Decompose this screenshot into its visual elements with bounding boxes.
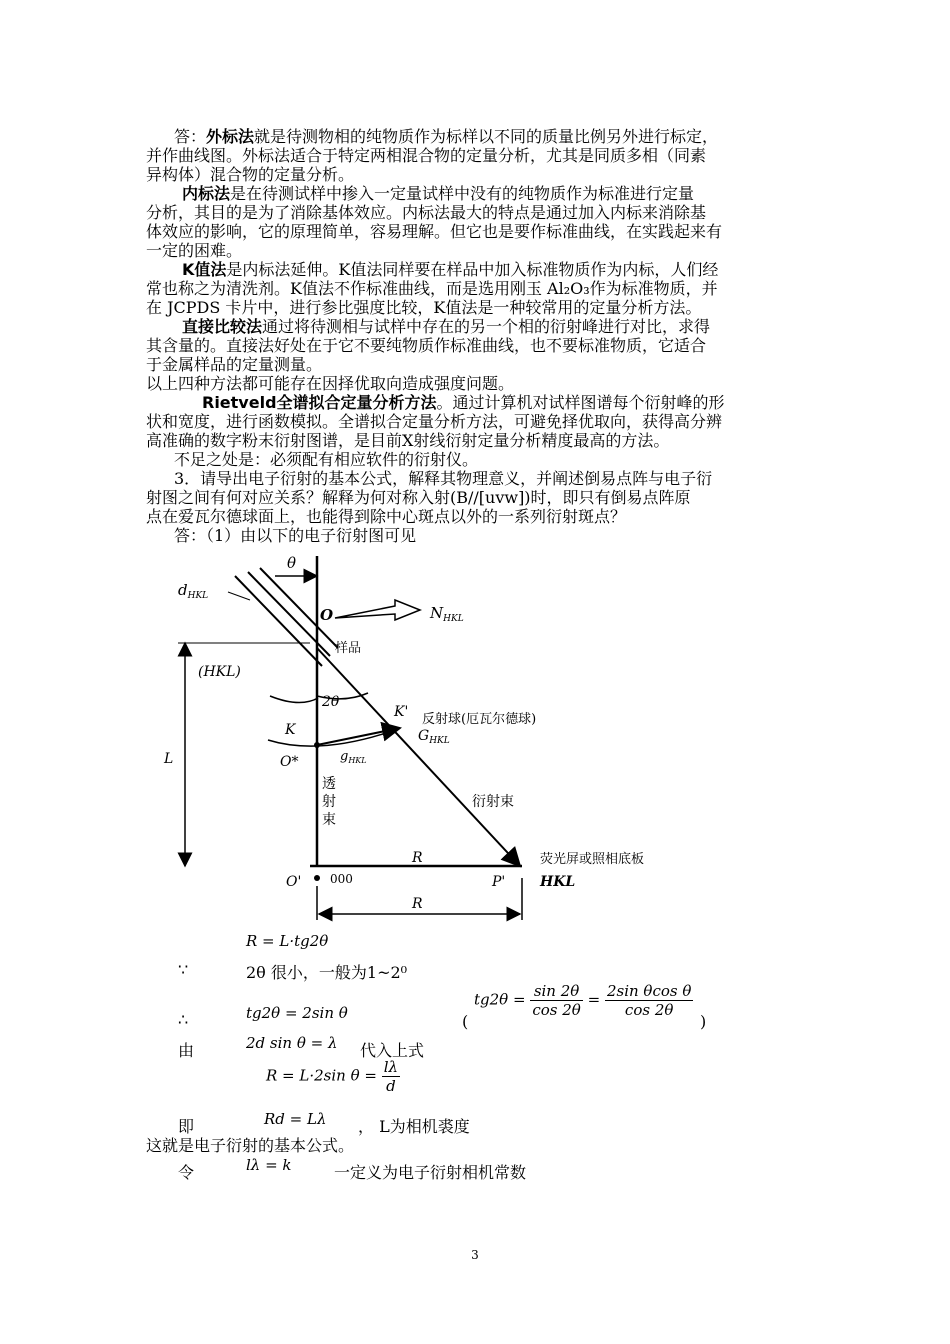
answer-intro: 答：（1）由以下的电子衍射图可见 <box>174 526 417 545</box>
ling-label: 令 <box>178 1163 195 1182</box>
page-number: 3 <box>471 1248 479 1262</box>
question-3-l2: 射图之间有何对应关系？解释为何对称入射(B//[uvw])时，即只有倒易点阵原 <box>146 488 691 507</box>
origin-O-label: O <box>320 606 334 624</box>
spot-000-label: 000 <box>330 872 353 886</box>
hkl-plane-label: (HKL) <box>198 664 241 680</box>
para-rietveld-l2: 状和宽度，进行函数模拟。全谱拟合定量分析方法，可避免择优取向，获得高分辨 <box>146 412 723 431</box>
formula-r-derivation: R = L·2sin θ = $\frac{l\lambda}{d}$ <box>266 1058 399 1095</box>
formula-r-l-tg2theta: R = L·tg2θ <box>246 932 329 950</box>
para-rietveld-l3: 高准确的数字粉末衍射图谱，是目前X射线衍射定量分析精度最高的方法。 <box>146 431 670 450</box>
d-hkl-label: $d_{HKL}$ <box>178 581 209 601</box>
para-direct-compare-l2: 其含量的。直接法好处在于它不要纯物质作标准曲线，也不要标准物质，它适合 <box>146 336 707 355</box>
g-hkl-vector <box>317 728 400 745</box>
g-hkl-point-label: $G_{HKL}$ <box>418 728 450 746</box>
plane-arc <box>270 696 318 703</box>
r-bottom-label: R <box>412 896 423 912</box>
k-prime-label: K' <box>394 704 409 720</box>
d-hkl-pointer <box>228 592 250 600</box>
transmit-label-1: 透 <box>322 776 336 792</box>
lattice-plane <box>235 576 322 666</box>
fraction-sin-over-cos: $\frac{\sin 2\theta}{\cos 2\theta}$ <box>532 982 581 1019</box>
substitute-text: 代入上式 <box>360 1041 425 1060</box>
therefore-symbol: ∴ <box>178 1010 189 1029</box>
theta-label: θ <box>287 554 297 572</box>
para-k-value-l2: 常也称之为清洗剂。K值法不作标准曲线，而是选用刚玉 Al₂O₃作为标准物质，并 <box>146 279 718 298</box>
formula-rd-l-lambda: Rd = Lλ <box>264 1110 327 1128</box>
term-k-value: K值法 <box>182 260 227 279</box>
screen-label: 荧光屏或照相底板 <box>540 852 645 867</box>
transmit-label-3: 束 <box>322 812 336 828</box>
formula-tg2theta-approx: tg2θ = 2sin θ <box>246 1004 348 1022</box>
r-top-label: R <box>412 850 423 866</box>
para-k-value-l1: K值法是内标法延伸。K值法同样要在样品中加入标准物质作为内标，人们经 <box>182 260 719 279</box>
sample-label: 样品 <box>335 641 362 656</box>
because-text: 2θ 很小，一般为1~2⁰ <box>246 963 408 982</box>
ji-label: 即 <box>178 1117 195 1136</box>
fraction-lambda-over-d: $\frac{l\lambda}{d}$ <box>383 1058 399 1095</box>
two-theta-label: 2θ <box>322 694 340 710</box>
transmit-label-2: 射 <box>322 794 336 810</box>
normal-N-label: $N_{HKL}$ <box>430 604 464 624</box>
transmitted-spot <box>314 875 320 881</box>
camera-constant-note: 一定义为电子衍射相机常数 <box>334 1163 527 1182</box>
question-3-l1: 3．请导出电子衍射的基本公式，解释其物理意义，并阐述倒易点阵与电子衍 <box>174 469 713 488</box>
para-internal-std-l4: 一定的困难。 <box>146 241 243 260</box>
g-hkl-vector-label: $g_{HKL}$ <box>340 749 367 765</box>
because-symbol: ∵ <box>178 960 189 979</box>
electron-diffraction-diagram <box>150 548 750 928</box>
fraction-double-angle: $\frac{\text{2sin θcos θ}}{\cos 2\theta}$ <box>606 982 692 1019</box>
basic-formula-text: 这就是电子衍射的基本公式。 <box>146 1136 355 1155</box>
formula-paren-close: ) <box>700 1012 707 1031</box>
answer-text-block <box>146 127 816 545</box>
term-external-std: 外标法 <box>206 127 255 146</box>
reflection-sphere-label: 反射球(厄瓦尔德球) <box>422 712 537 727</box>
by-label: 由 <box>178 1041 195 1060</box>
camera-length-note: ， L为相机裘度 <box>358 1117 470 1136</box>
p-prime-label: P' <box>492 874 506 890</box>
formula-paren-open: ( <box>462 1012 469 1031</box>
formula-bragg: 2d sin θ = λ <box>246 1034 338 1052</box>
diffracted-beam-label: 衍射束 <box>472 794 514 810</box>
term-rietveld: Rietveld全谱拟合定量分析方法 <box>202 393 437 412</box>
o-star-label: O* <box>280 754 299 770</box>
para-direct-compare-l3: 于金属样品的定量测量。 <box>146 355 323 374</box>
question-3-l3: 点在爱瓦尔德球面上，也能得到除中心斑点以外的一系列衍射斑点？ <box>146 507 627 526</box>
para-k-value-l3: 在 JCPDS 卡片中，进行参比强度比较，K值法是一种较常用的定量分析方法。 <box>146 298 702 317</box>
para-rietveld-l1: Rietveld全谱拟合定量分析方法。通过计算机对试样图谱每个衍射峰的形 <box>202 393 725 412</box>
para-direct-compare-l1: 直接比较法通过将待测相与试样中存在的另一个相的衍射峰进行对比，求得 <box>182 317 711 336</box>
para-internal-std-l3: 体效应的影响，它的原理简单，容易理解。但它也是要作标准曲线，在实践起来有 <box>146 222 723 241</box>
para-summary: 以上四种方法都可能存在因择优取向造成强度问题。 <box>146 374 515 393</box>
normal-N-arrow <box>335 600 420 620</box>
k-label: K <box>285 722 296 738</box>
formula-tg2theta-identity: tg2θ = $\frac{\sin 2\theta}{\cos 2\theta}$ = $\frac{\text{2sin θcos θ}}{\cos 2\theta}$ <box>474 982 692 1019</box>
para-external-std-l2: 并作曲线图。外标法适合于特定两相混合物的定量分析，尤其是同质多相（同素 <box>146 146 707 165</box>
hkl-spot-label: HKL <box>540 874 576 890</box>
term-direct-compare: 直接比较法 <box>182 317 263 336</box>
para-internal-std-l1: 内标法是在待测试样中掺入一定量试样中没有的纯物质作为标准进行定量 <box>182 184 695 203</box>
camera-length-label: L <box>164 751 174 767</box>
formula-camera-constant: lλ = k <box>246 1156 292 1174</box>
o-prime-label: O' <box>286 874 302 890</box>
term-internal-std: 内标法 <box>182 184 231 203</box>
para-internal-std-l2: 分析，其目的是为了消除基体效应。内标法最大的特点是通过加入内标来消除基 <box>146 203 707 222</box>
para-external-std-l3: 异构体）混合物的定量分析。 <box>146 165 355 184</box>
para-external-std-l1: 答：外标法就是待测物相的纯物质作为标样以不同的质量比例另外进行标定， <box>174 127 719 146</box>
para-drawback: 不足之处是：必须配有相应软件的衍射仪。 <box>174 450 479 469</box>
